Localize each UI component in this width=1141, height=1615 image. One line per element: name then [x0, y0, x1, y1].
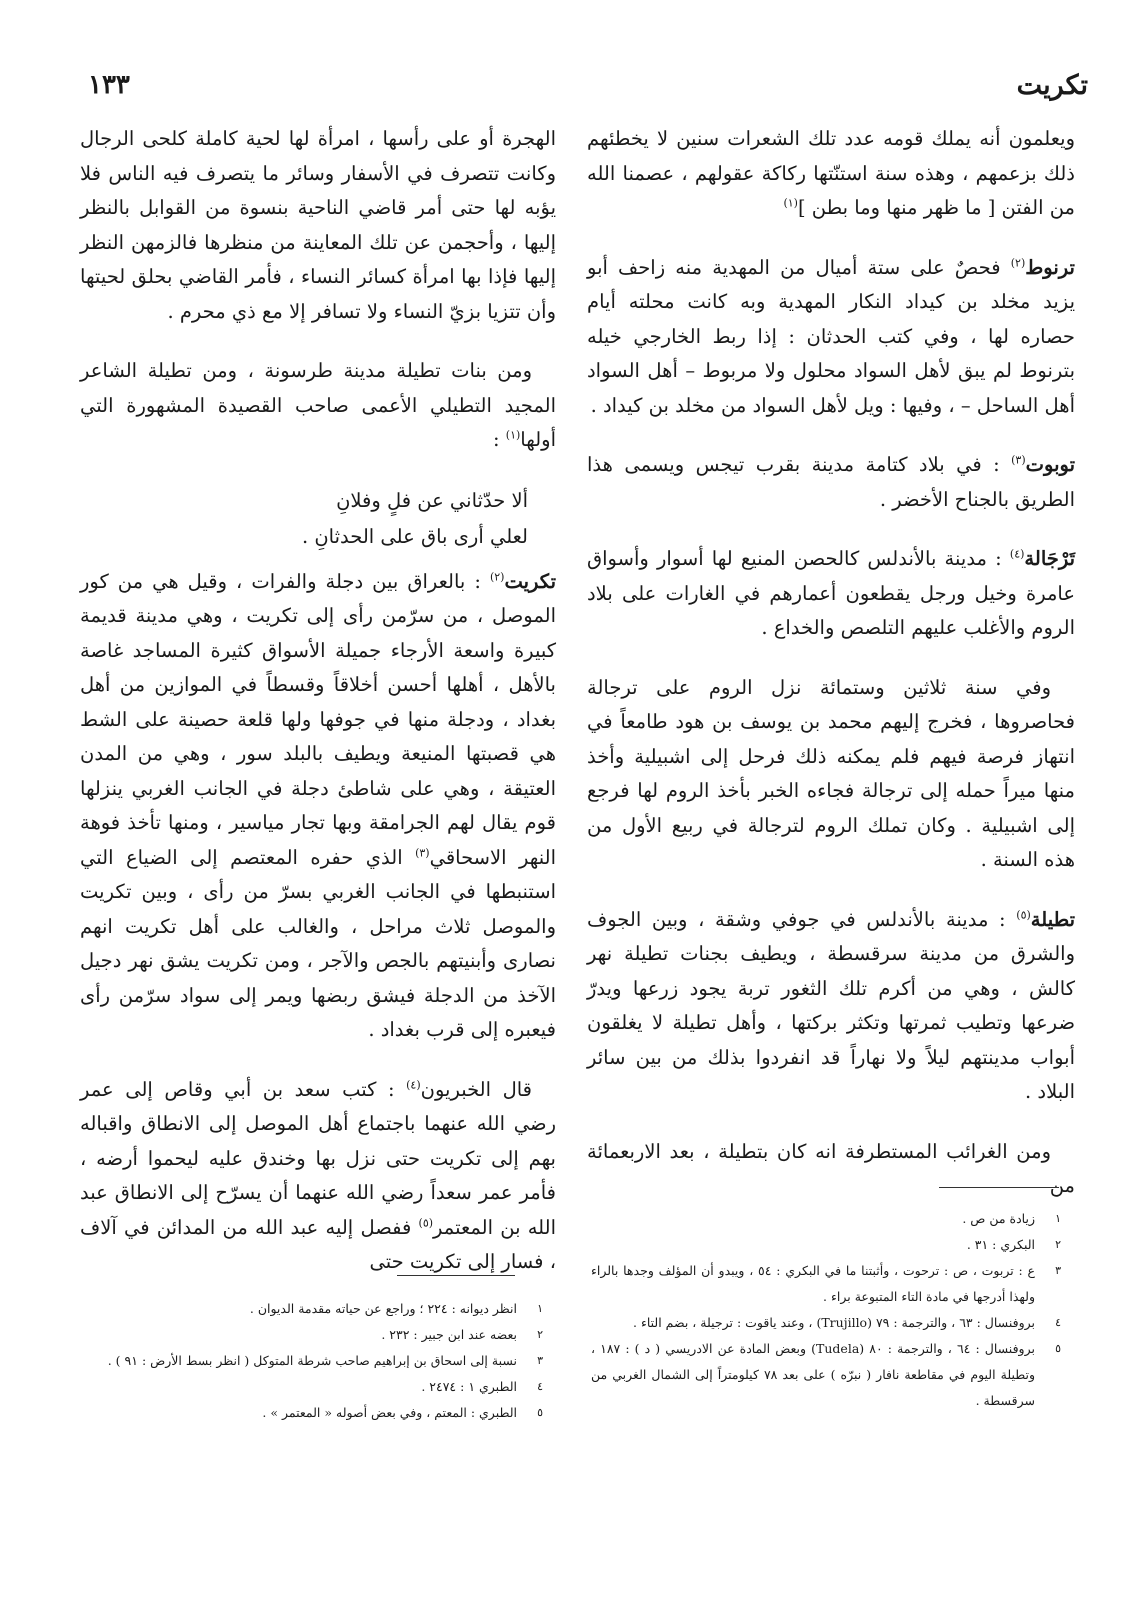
footnote	[591, 1310, 1061, 1336]
footnote-text: ع : تربوت ، ص : ترحوت ، وأثبتنا ما في البكري : ٥٤ ، ويبدو أن المؤلف وجدها بالراء ولهذا أدرجها في مادة التاء المتبوعة براء .	[591, 1263, 1035, 1304]
footnote-marker: (٥)	[1016, 908, 1031, 921]
footnote-number: ٢	[537, 1328, 543, 1341]
footnote-text: زيادة من ص .	[962, 1211, 1035, 1226]
footnote-text: نسبة إلى اسحاق بن إبراهيم صاحب شرطة المتوكل ( انظر بسط الأرض : ٩١ ) .	[107, 1353, 517, 1368]
footnote-marker: (٢)	[1010, 256, 1026, 269]
footnote-marker: (١)	[783, 196, 798, 210]
footnote-number: ١	[1055, 1212, 1061, 1225]
entry-heading: ترنوط	[1025, 255, 1075, 279]
entry-tarnut	[587, 251, 1075, 424]
entry-text: : في بلاد كتامة مدينة بقرب تيجس ويسمى هذا الطريق بالجناح الأخضر .	[587, 453, 1075, 511]
entry-text: الذي حفره المعتصم إلى الضياع التي استنبطها في الجانب الغربي بسرّ من رأى ، وبين تكريت والموصل ثلاث مراحل ، والغالب على أهل تكريت انهم نصارى وأبنيتهم بالجص والآجر ، ومن تكريت يشق نهر دجيل الآخذ من الدجلة فيشق ربضها ويمر إلى سواد سرّمن رأى فيعبره إلى قرب بغداد .	[80, 845, 556, 1041]
verse	[80, 483, 556, 555]
footnotes-right	[591, 1206, 1061, 1414]
footnote-text: بروفنسال : ٦٤ ، والترجمة : ٨٠ (Tudela) وبعض المادة عن الادريسي ( د ) : ١٨٧ ، وتطيلة اليوم في مقاطعة نافار ( نبرّه ) على بعد ٧٨ كيلومتراً إلى الشمال الغربي من سرقسطة .	[591, 1341, 1036, 1408]
paragraph: ومن الغرائب المستطرفة انه كان بتطيلة ، بعد الاربعمائة من	[587, 1139, 1075, 1197]
footnote-number: ٤	[537, 1380, 543, 1393]
footnote-number: ٣	[537, 1354, 543, 1367]
footnote-marker: (٣)	[1011, 453, 1026, 467]
paragraph-text: :	[492, 428, 506, 451]
paragraph-text: قال الخبريون	[420, 1077, 533, 1101]
entry-tutila	[587, 903, 1075, 1110]
footnote	[73, 1400, 543, 1426]
left-column	[80, 122, 556, 1305]
footnote-number: ٢	[1055, 1238, 1061, 1251]
footnote-text: بعضه عند ابن جبير : ٢٣٢ .	[381, 1327, 517, 1342]
footnote-rule	[939, 1187, 1059, 1188]
running-title: تكريت	[1016, 70, 1088, 101]
entry-heading: تَرْجَالة	[1024, 547, 1075, 570]
verse-line: ألا حدّثاني عن فلٍ وفلانِ	[336, 488, 528, 512]
entry-tubut	[587, 448, 1075, 517]
entry-text: : مدينة بالأندلس كالحصن المنيع لها أسوار وأسواق عامرة وخيل ورجل يقطعون أعمارهم في الغارات على بلاد الروم والأغلب عليهم التلصص والخداع .	[587, 547, 1075, 639]
footnote-number: ٣	[1055, 1264, 1061, 1277]
verse-line: لعلي أرى باق على الحدثانِ .	[301, 524, 528, 548]
paragraph-text: ففصل إليه عبد الله من المدائن في آلاف ، فسار إلى تكريت حتى	[80, 1215, 556, 1273]
right-column	[587, 122, 1075, 1229]
entry-tikrit	[80, 565, 556, 1048]
footnote-rule	[397, 1275, 515, 1276]
footnote	[73, 1296, 543, 1322]
footnotes-left	[73, 1296, 543, 1426]
footnote	[591, 1336, 1061, 1414]
footnote-marker: (٢)	[489, 570, 505, 583]
footnote-text: الطبري : المعتم ، وفي بعض أصوله « المعتمر » .	[262, 1405, 517, 1420]
entry-text: : بالعراق بين دجلة والفرات ، وقيل هي من كور الموصل ، من سرّمن رأى إلى تكريت ، وهي مدينة قديمة كبيرة واسعة الأرجاء جميلة الأسواق كثيرة المساجد غاصة بالأهل ، أهلها أحسن أخلاقاً وقسطاً في الموازين من أهل بغداد ، ودجلة منها في جوفها ولها قلعة حصينة على الشط هي قصبتها المنيعة ويطيف بالبلد سور ، وهي من المدن العتيقة ، وهي على شاطئ دجلة في الجانب الغربي ينزلها قوم يقال لهم الجرامقة وبها تجار مياسير ، ومنها تأخذ فوهة النهر الاسحاقي	[80, 569, 556, 869]
paragraph-text: : كتب سعد بن أبي وقاص إلى عمر رضي الله عنهما باجتماع أهل الموصل إلى الانطاق واقباله بهم إلى تكريت حتى نزل بها وخندق عليه ليحموا أرضه ، فأمر عمر سعداً رضي الله عنهما أن يسرّح إلى الانطاق عبد الله بن المعتمر	[80, 1077, 556, 1239]
paragraph-text: ويعلمون أنه يملك قومه عدد تلك الشعرات سنين لا يخطئهم ذلك بزعمهم ، وهذه سنة استنّتها ركاكة عقولهم ، عصمنا الله من الفتن [ ما ظهر منها وما بطن ]	[587, 127, 1075, 219]
footnote-number: ٤	[1055, 1316, 1061, 1329]
paragraph: وفي سنة ثلاثين وستمائة نزل الروم على ترجالة فحاصروها ، فخرج إليهم محمد بن يوسف بن هود طامعاً في انتهاز فرصة فيهم فلم يمكنه ذلك فرحل إلى اشبيلية وأخذ منها ميراً حمله إلى ترجالة فجاءه الخبر بأخذ الروم لها فرجع إلى اشبيلية . وكان تملك الروم لترجالة في ربيع الأول من هذه السنة .	[587, 675, 1075, 871]
footnote	[591, 1258, 1061, 1310]
paragraph-text: ومن بنات تطيلة مدينة طرسونة ، ومن تطيلة الشاعر المجيد التطيلي الأعمى صاحب القصيدة المشهورة التي أولها	[80, 359, 556, 451]
page-header	[88, 70, 1088, 114]
entry-heading: تكريت	[504, 569, 556, 593]
page-number: ١٣٣	[88, 70, 130, 100]
footnote	[591, 1232, 1061, 1258]
footnote-number: ٥	[1055, 1342, 1061, 1355]
footnote-text: البكري : ٣١ .	[966, 1237, 1035, 1252]
paragraph	[80, 354, 556, 458]
entry-tarjala	[587, 542, 1075, 646]
footnote-marker: (٣)	[415, 846, 430, 859]
footnote	[73, 1348, 543, 1374]
footnote-marker: (١)	[505, 428, 521, 442]
paragraph	[80, 1073, 556, 1280]
footnote-number: ١	[537, 1302, 543, 1315]
footnote	[73, 1374, 543, 1400]
footnote	[73, 1322, 543, 1348]
paragraph: الهجرة أو على رأسها ، امرأة لها لحية كاملة كلحى الرجال وكانت تتصرف في الأسفار وسائر ما يتصرف فيه الناس فلا يؤبه لها حتى أمر قاضي الناحية بنسوة من القوابل بالنظر إليها ، وأحجمن عن تلك المعاينة من منظرها فالزمهن النظر إليها فإذا بها امرأة كسائر النساء ، فأمر القاضي بحلق لحيتها وأن تتزيا بزيّ النساء ولا تسافر إلا مع ذي محرم .	[80, 127, 556, 323]
footnote-marker: (٤)	[406, 1078, 421, 1091]
paragraph	[587, 122, 1075, 226]
footnote-marker: (٥)	[418, 1216, 434, 1229]
footnote-text: بروفنسال : ٦٣ ، والترجمة : ٧٩ (Trujillo) ، وعند ياقوت : ترجيلة ، بضم التاء .	[633, 1315, 1035, 1330]
entry-heading: توبوت	[1025, 453, 1075, 476]
entry-heading: تطيلة	[1030, 907, 1075, 931]
footnote	[591, 1206, 1061, 1232]
footnote-marker: (٤)	[1009, 547, 1025, 561]
entry-text: : مدينة بالأندلس في جوفي وشقة ، وبين الجوف والشرق من مدينة سرقسطة ، ويطيف بجنات تطيلة نهر كالش ، وهي من أكرم تلك الثغور تربة يجود زرعها ويدرّ ضرعها وتطيب ثمرتها وتكثر بركتها ، وأهل تطيلة لا يغلقون أبواب مدينتهم ليلاً ولا نهاراً قد انفردوا بذلك من بين سائر البلاد .	[587, 907, 1075, 1103]
footnote-number: ٥	[537, 1406, 543, 1419]
footnote-text: انظر ديوانه : ٢٢٤ ؛ وراجع عن حياته مقدمة الديوان .	[249, 1301, 517, 1316]
footnote-text: الطبري ١ : ٢٤٧٤ .	[421, 1379, 517, 1394]
entry-text: فحصٌ على ستة أميال من المهدية منه زاحف أبو يزيد مخلد بن كيداد النكار المهدية وبه كانت محلته أيام حصاره لها ، وفي كتب الحدثان : إذا ربط الخارجي خيله بترنوط لم يبق لأهل السواد محلول ولا مربوط – أهل السواد أهل الساحل – ، وفيها : ويل لأهل السواد من مخلد بن كيداد .	[587, 255, 1075, 417]
